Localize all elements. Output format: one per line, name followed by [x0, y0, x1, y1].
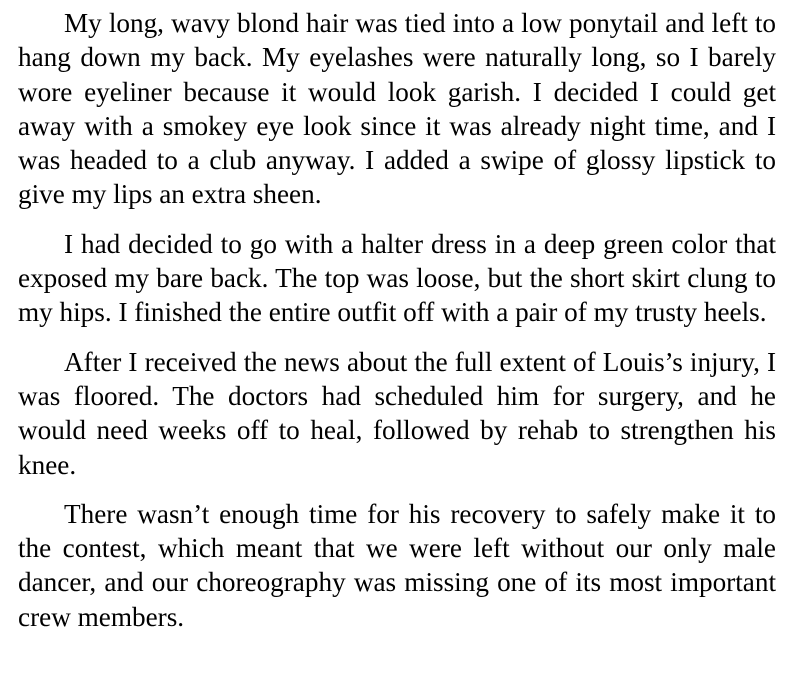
- paragraph-4: There wasn’t enough time for his recovery to safely make it to the contest, which meant that we were left without our only male dancer, and our choreography was missing one of its most important crew members.: [18, 498, 776, 632]
- document-page: [18, 6, 776, 649]
- paragraph-1: My long, wavy blond hair was tied into a low ponytail and left to hang down my back. My eyelashes were naturally long, so I barely wore eyeliner because it would look garish. I decided I could get away with a smokey eye look since it was already night time, and I was headed to a club anyway. I added a swipe of glossy lipstick to give my lips an extra sheen.: [18, 8, 776, 210]
- paragraph-3: After I received the news about the full extent of Louis’s injury, I was floored. The doctors had scheduled him for surgery, and he would need weeks off to heal, followed by rehab to strengthen his knee.: [18, 346, 776, 480]
- paragraph-2: I had decided to go with a halter dress in a deep green color that exposed my bare back. The top was loose, but the short skirt clung to my hips. I finished the entire outfit off with a pair of my trusty heels.: [18, 228, 776, 328]
